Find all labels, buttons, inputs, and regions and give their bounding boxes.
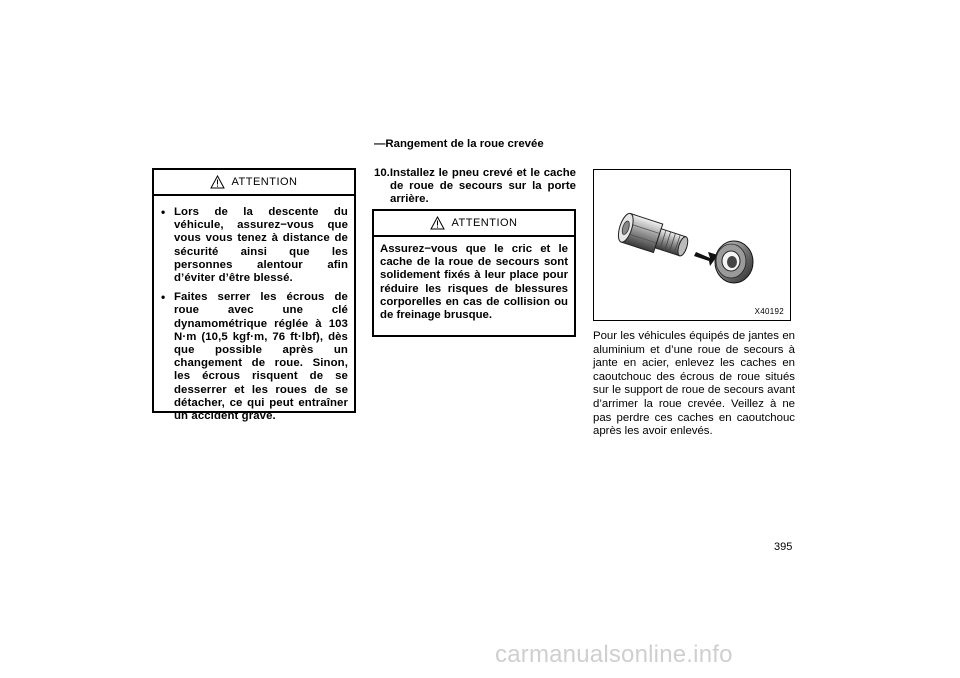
caution-bullet-text: Faites serrer les écrous de roue avec une clé dynamométrique réglée à 103 N·m (10,5 kgf·m, 76 ft·lbf), dès que possible après un changement de roue. Sinon, les écrous risquent de se desserrer et les roues de se détacher, ce qui peut entraîner un accident grave.: [174, 291, 348, 423]
caution-header: [374, 211, 574, 237]
watermark: carmanualsonline.info: [495, 641, 733, 668]
warning-triangle-icon: [430, 216, 445, 230]
caution-bullet-item: [160, 291, 348, 423]
warning-triangle-icon: [210, 175, 225, 189]
step-body: Installez le pneu crevé et le cache de roue de secours sur la porte arrière.: [389, 167, 576, 205]
bullet-icon: •: [161, 205, 166, 219]
caution-title: ATTENTION: [451, 217, 518, 229]
body-paragraph: Pour les véhicules équipés de jantes en aluminium et d’une roue de secours à jante en acier, enlevez les caches en caoutchouc des écrous de roue situés sur le support de roue de secours avant d’arrimer la roue crevée. Veillez à ne pas perdre ces caches en caoutchouc après les avoir enlevés.: [593, 330, 795, 438]
caution-box-left: [152, 168, 356, 423]
step-text: [374, 167, 576, 206]
caution-header: [154, 170, 354, 196]
caution-bullet-text: Lors de la descente du véhicule, assurez−vous que vous vous tenez à distance de sécurité ainsi que les personnes alentour afin d’éviter d’être blessé.: [174, 206, 348, 285]
caution-body: [154, 196, 354, 423]
page-number: 395: [774, 541, 793, 553]
caution-title: ATTENTION: [231, 176, 298, 188]
bullet-icon: •: [161, 290, 166, 305]
illustration-figure: [593, 169, 791, 321]
caution-body: Assurez−vous que le cric et le cache de la roue de secours sont solidement fixés à leur place pour réduire les risques de blessures corporelles en cas de collision ou de freinage brusque.: [380, 243, 568, 322]
step-number: 10.: [374, 167, 390, 179]
caution-bullet-item: [160, 206, 348, 285]
caution-box-middle: [372, 209, 576, 337]
step-instruction: [374, 167, 576, 206]
section-title: —Rangement de la roue crevée: [374, 138, 544, 150]
figure-code: X40192: [754, 307, 784, 316]
lug-nut-cap-illustration: [594, 170, 792, 322]
